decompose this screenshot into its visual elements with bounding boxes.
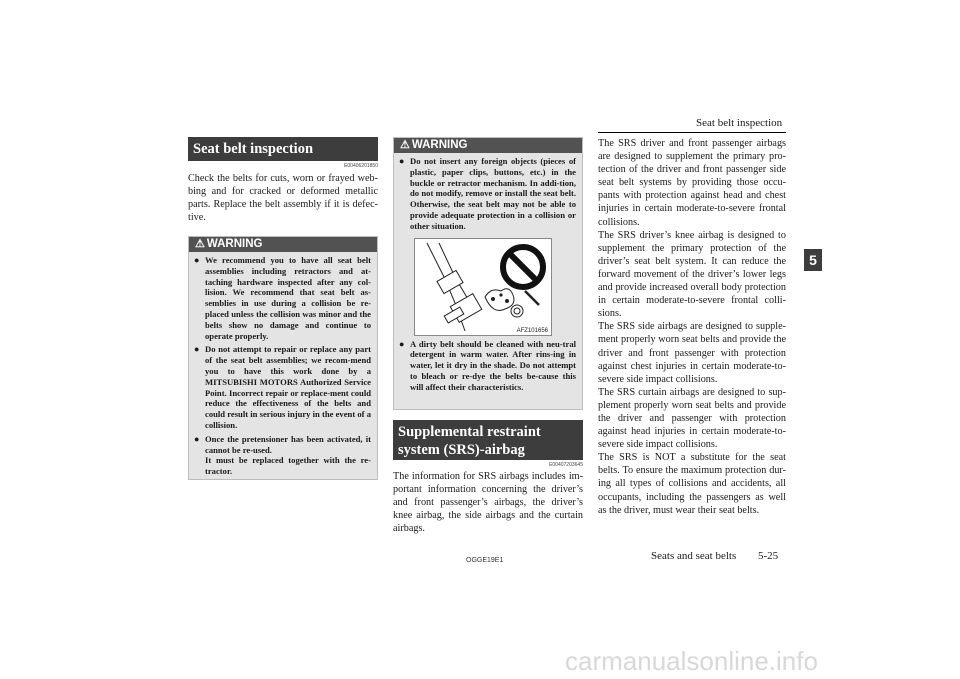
warning-header (189, 237, 377, 252)
warning-triangle-icon: ⚠ (400, 139, 410, 151)
bullet-icon: ● (194, 344, 200, 355)
figure-code: AFZ101656 (516, 327, 548, 334)
warning-item-text: It must be replaced together with the re-tractor. (205, 455, 371, 477)
warning-item (394, 339, 582, 393)
section-title-line: system (SRS)-airbag (398, 442, 525, 458)
section-code: E00406201850 (344, 163, 378, 169)
warning-item (189, 344, 377, 430)
warning-item-text: Do not insert any foreign objects (pieces of plastic, paper clips, buttons, etc.) in the buckle or retractor mechanism. In addi-tion, do not modify, remove or install the seat belt. Otherwise, the seat belt may not be able to provide adequate protection in a collision or other situation. (410, 156, 576, 231)
warning-item (394, 156, 582, 232)
chapter-tab[interactable]: 5 (804, 249, 822, 271)
buckle-prohibition-icon (415, 239, 551, 335)
warning-box (393, 137, 583, 410)
footer-section-name: Seats and seat belts (651, 550, 737, 562)
warning-label: WARNING (206, 238, 263, 250)
section-title-seat-belt-inspection: Seat belt inspection (188, 137, 378, 161)
body-paragraph: The SRS driver and front passenger airbags are designed to supplement the primary pro-tection of the driver and front passenger side seat belt systems by providing those occu-pants with protection against head and chest injuries in certain moderate-to-severe frontal collisions. (598, 138, 786, 228)
bullet-icon: ● (399, 338, 405, 349)
warning-header (394, 138, 582, 153)
body-paragraph: The SRS driver’s knee airbag is designed to supplement the primary protection of the driver’s seat belt system. It can reduce the forward movement of the driver’s lower legs and provide increased overall body protection in certain moderate-to-severe frontal colli-sions. (598, 229, 786, 320)
page-number: 5-25 (758, 550, 779, 562)
warning-item (189, 434, 377, 477)
bullet-icon: ● (399, 156, 405, 166)
warning-item-text: A dirty belt should be cleaned with neu-tral detergent in warm water. After rins-ing in water, let it dry in the shade. Do not attempt to bleach or re-dye the belts be-cause this will affect their characteristics. (410, 338, 576, 392)
warning-item-text: Once the pretensioner has been activated, it cannot be re-used. (205, 433, 371, 455)
section-title-line: Supplemental restraint (398, 424, 541, 440)
seat-belt-buckle-prohibited-illustration (414, 238, 552, 336)
warning-triangle-icon: ⚠ (195, 238, 205, 250)
bullet-icon: ● (194, 433, 200, 444)
warning-box (188, 236, 378, 480)
header-rule (598, 132, 786, 133)
column-srs-text (598, 137, 786, 517)
document-code: OGGE19E1 (466, 557, 504, 564)
warning-item-text: Do not attempt to repair or replace any part of the seat belt assemblies; we recom-mend you to have this work done by a MITSUBISHI MOTORS Authorized Service Point. Incorrect repair or replace-ment could reduce the effectiveness of the belts and could result in serious injury in the event of a collision. (205, 344, 371, 430)
warning-item (189, 255, 377, 341)
section-title-srs-airbag (393, 420, 583, 460)
running-header: Seat belt inspection (696, 117, 783, 129)
body-paragraph: The SRS curtain airbags are designed to sup-plement properly worn seat belts and provide the driver and passenger with protection against head injuries in certain moderate-to-severe side impact collisions. (598, 386, 786, 451)
warning-label: WARNING (411, 139, 468, 151)
body-paragraph: The SRS side airbags are designed to supple-ment properly worn seat belts and provide the driver and front passenger with protection against chest injuries in certain moderate-to-severe side impact collisions. (598, 321, 786, 385)
body-paragraph: The SRS is NOT a substitute for the seat belts. To ensure the maximum protection dur-ing all types of collisions and accidents, all occupants, including the passengers as well as the driver, must wear their seat belts. (598, 452, 786, 516)
bullet-icon: ● (194, 255, 200, 265)
warning-item-text: We recommend you to have all seat belt assemblies including retractors and at-taching hardware inspected after any col-lision. We recommend that seat belt as-semblies in use during a collision be re-placed unless the collision was minor and the belts show no damage and continue to operate properly. (205, 255, 371, 341)
section-code: E00407203645 (549, 462, 583, 468)
watermark: carmanualsonline.info (565, 646, 818, 676)
body-text: The information for SRS airbags includes im-portant information concerning the driver’s and front passenger’s airbags, the driver’s knee airbag, the side airbags and the curtain airbags. (393, 471, 583, 535)
body-text: Check the belts for cuts, worn or frayed web-bing and for cracked or deformed metallic parts. Replace the belt assembly if it is defec-tive. (188, 173, 378, 224)
